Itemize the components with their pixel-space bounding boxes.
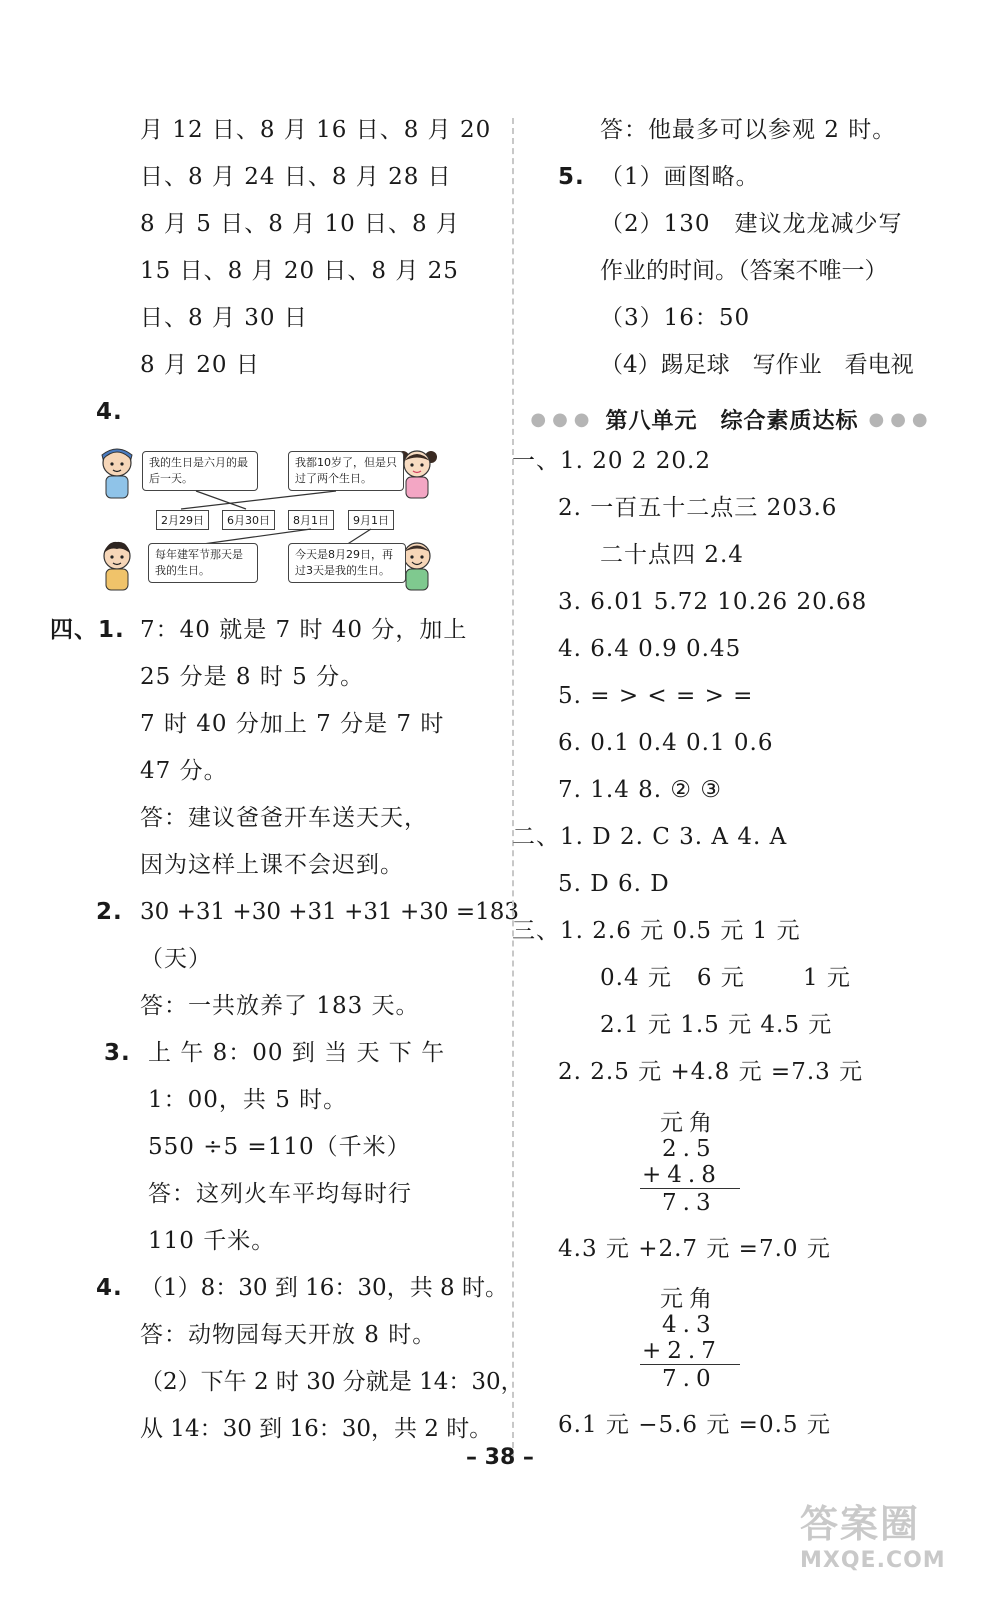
s1-q4: 4. 6.4 0.9 0.45	[558, 636, 742, 662]
left-line-2: 日、8 月 24 日、8 月 28 日	[140, 164, 452, 190]
column-divider	[512, 118, 514, 1458]
watermark-line-2: MXQE.COM	[800, 1548, 946, 1573]
left-line-3: 8 月 5 日、8 月 10 日、8 月	[140, 211, 460, 237]
s4-4-line-c: 从 14：30 到 16：30，共 2 时。	[140, 1416, 493, 1442]
calc2-rule	[640, 1364, 740, 1365]
watermark-line-1: 答案圈	[800, 1502, 921, 1546]
q5-part-4: （4）踢足球 写作业 看电视	[600, 352, 914, 378]
s1-q2b: 二十点四 2.4	[600, 542, 744, 568]
calc2-result: 7.0	[662, 1366, 717, 1392]
speech-bubble-army-day: 每年建军节那天是我的生日。	[148, 543, 258, 583]
s3-q3: 4.3 元 +2.7 元 =7.0 元	[558, 1236, 831, 1262]
left-line-1: 月 12 日、8 月 16 日、8 月 20	[140, 117, 492, 143]
question-5-label: 5.	[558, 164, 585, 190]
right-line-1: 答：他最多可以参观 2 时。	[600, 117, 897, 143]
boy-with-short-hair-icon	[96, 537, 138, 593]
page-number: – 38 –	[466, 1445, 534, 1470]
q5-part-2b: 作业的时间。（答案不唯一）	[600, 258, 888, 284]
s1-q6: 6. 0.1 0.4 0.1 0.6	[558, 730, 774, 756]
s3-q1b: 0.4 元 6 元 1 元	[600, 965, 851, 991]
s4-2-line-b: （天）	[140, 946, 212, 972]
s4-3-label: 3.	[104, 1040, 131, 1066]
s3-q1a: 三、1. 2.6 元 0.5 元 1 元	[512, 918, 801, 944]
s4-3-line-c: 550 ÷5 =110（千米）	[148, 1134, 411, 1160]
left-line-4: 15 日、8 月 20 日、8 月 25	[140, 258, 459, 284]
unit-8-title: 第八单元 综合素质达标	[605, 408, 859, 434]
s4-3-answer-b: 110 千米。	[148, 1228, 276, 1254]
s4-2-line-a: 30 +31 +30 +31 +31 +30 =183	[140, 899, 519, 925]
s4-3-line-b: 1：00，共 5 时。	[148, 1087, 348, 1113]
s4-1-answer-a: 答：建议爸爸开车送天天，	[140, 805, 428, 831]
s4-4-line-b: （2）下午 2 时 30 分就是 14：30，	[140, 1369, 524, 1395]
s1-q1: 一、1. 20 2 20.2	[512, 448, 711, 474]
speech-bubble-ten-years: 我都10岁了，但是只过了两个生日。	[288, 451, 404, 491]
watermark-logo	[800, 1500, 975, 1592]
calc1-header: 元角	[660, 1110, 718, 1136]
date-box-aug-1: 8月1日	[288, 510, 334, 530]
s2-q1-4: 二、1. D 2. C 3. A 4. A	[512, 824, 788, 850]
question-4-label: 4.	[96, 399, 123, 425]
s3-q4: 6.1 元 −5.6 元 =0.5 元	[558, 1412, 831, 1438]
section-4-label: 四、1.	[50, 617, 125, 643]
s2-q5-6: 5. D 6. D	[558, 871, 670, 897]
q5-part-1: （1）画图略。	[600, 164, 760, 190]
s3-q2: 2. 2.5 元 +4.8 元 =7.3 元	[558, 1059, 864, 1085]
unit-8-header	[512, 402, 952, 436]
calc1-rule	[640, 1188, 740, 1189]
date-box-jun-30: 6月30日	[222, 510, 275, 530]
s3-q1c: 2.1 元 1.5 元 4.5 元	[600, 1012, 833, 1038]
s4-1-line-a: 7：40 就是 7 时 40 分，加上	[140, 617, 468, 643]
s4-1-line-d: 47 分。	[140, 758, 228, 784]
s4-3-answer-a: 答：这列火车平均每时行	[148, 1181, 412, 1207]
header-dots-right: ●●●	[868, 408, 934, 430]
s4-4-line-a: （1）8：30 到 16：30，共 8 时。	[140, 1275, 508, 1301]
s1-q5: 5. = > < = > =	[558, 683, 754, 709]
speech-bubble-aug-29: 今天是8月29日，再过3天是我的生日。	[288, 543, 406, 583]
date-box-feb-29: 2月29日	[156, 510, 209, 530]
s4-2-label: 2.	[96, 899, 123, 925]
calc2-header: 元角	[660, 1286, 718, 1312]
date-box-sep-1: 9月1日	[348, 510, 394, 530]
calc2-operand-b: +2.7	[642, 1338, 722, 1364]
s4-2-answer: 答：一共放养了 183 天。	[140, 993, 420, 1019]
s4-1-line-c: 7 时 40 分加上 7 分是 7 时	[140, 711, 445, 737]
s4-1-line-b: 25 分是 8 时 5 分。	[140, 664, 365, 690]
header-dots-left: ●●●	[530, 408, 596, 430]
calc1-operand-b: +4.8	[642, 1162, 722, 1188]
s1-q2a: 2. 一百五十二点三 203.6	[558, 495, 838, 521]
speech-bubble-june: 我的生日是六月的最后一天。	[142, 451, 258, 491]
s1-q3: 3. 6.01 5.72 10.26 20.68	[558, 589, 868, 615]
s1-q7-q8: 7. 1.4 8. ② ③	[558, 777, 722, 803]
left-line-6: 8 月 20 日	[140, 352, 260, 378]
calc1-result: 7.3	[662, 1190, 717, 1216]
calc2-operand-a: 4.3	[662, 1312, 717, 1338]
s4-4-label: 4.	[96, 1275, 123, 1301]
s4-4-answer: 答：动物园每天开放 8 时。	[140, 1322, 437, 1348]
q5-part-3: （3）16：50	[600, 305, 751, 331]
q5-part-2a: （2）130 建议龙龙减少写	[600, 211, 903, 237]
calc1-operand-a: 2.5	[662, 1136, 717, 1162]
left-line-5: 日、8 月 30 日	[140, 305, 308, 331]
birthday-matching-figure	[96, 445, 436, 595]
s4-1-answer-b: 因为这样上课不会迟到。	[140, 852, 404, 878]
s4-3-line-a: 上 午 8：00 到 当 天 下 午	[148, 1040, 446, 1066]
